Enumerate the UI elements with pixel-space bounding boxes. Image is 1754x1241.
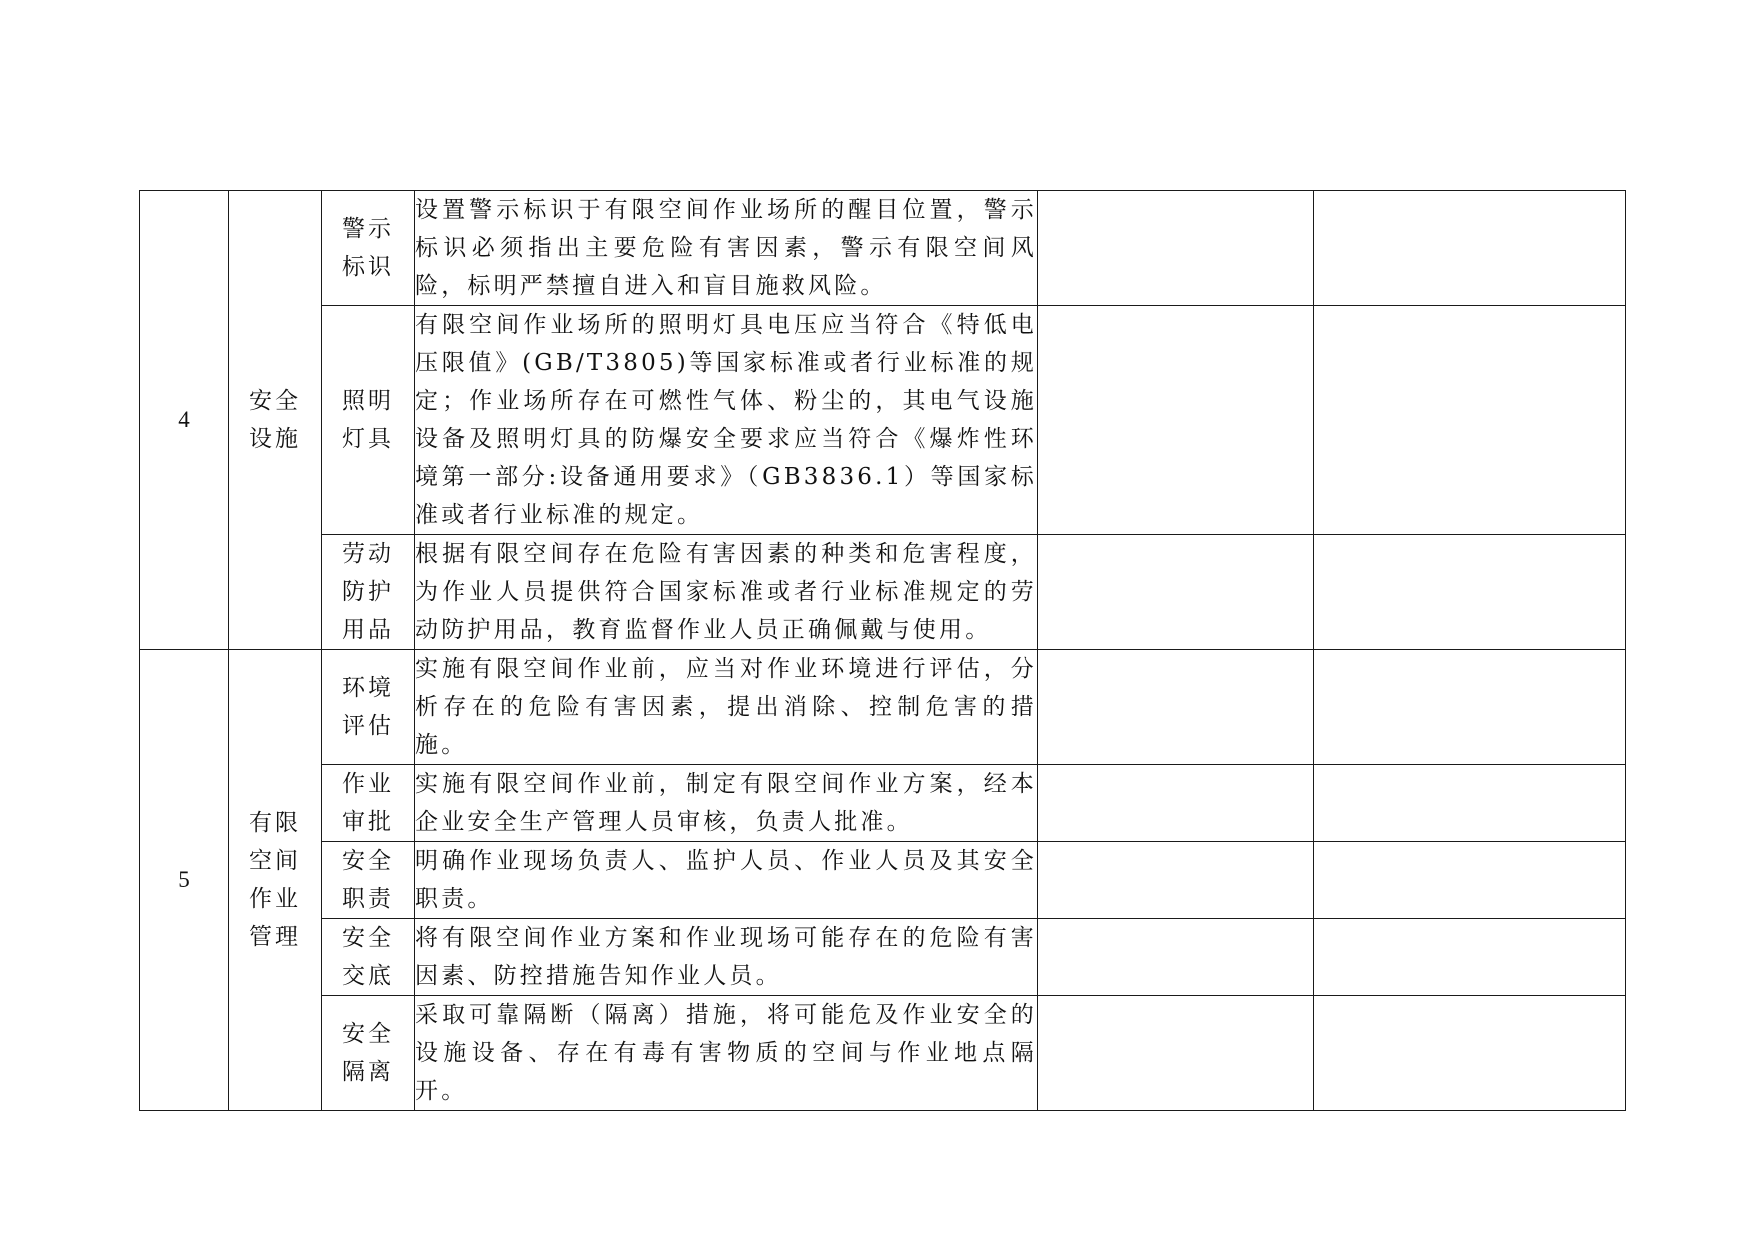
subcategory-cell	[322, 996, 415, 1111]
category-cell	[229, 191, 322, 650]
subcategory-cell	[322, 650, 415, 765]
table-row	[140, 919, 1626, 996]
subcategory-cell	[322, 765, 415, 842]
subcategory-label: 环境评估	[342, 675, 394, 739]
subcategory-cell	[322, 306, 415, 535]
requirement-content: 设置警示标识于有限空间作业场所的醒目位置，警示标识必须指出主要危险有害因素，警示有限空间风险，标明严禁擅自进入和盲目施救风险。	[415, 191, 1038, 306]
result-cell	[1038, 996, 1314, 1111]
table-row	[140, 996, 1626, 1111]
requirement-content: 有限空间作业场所的照明灯具电压应当符合《特低电压限值》(GB/T3805)等国家标准或者行业标准的规定；作业场所存在可燃性气体、粉尘的，其电气设施设备及照明灯具的防爆安全要求应当符合《爆炸性环境第一部分:设备通用要求》（GB3836.1）等国家标准或者行业标准的规定。	[415, 306, 1038, 535]
subcategory-label: 安全隔离	[342, 1021, 394, 1085]
subcategory-cell	[322, 535, 415, 650]
result-cell	[1038, 535, 1314, 650]
table-row	[140, 765, 1626, 842]
category-cell	[229, 650, 322, 1111]
category-label: 安全设施	[249, 388, 301, 452]
result-cell	[1038, 191, 1314, 306]
remark-cell	[1314, 842, 1626, 919]
requirement-content: 明确作业现场负责人、监护人员、作业人员及其安全职责。	[415, 842, 1038, 919]
category-label: 有限空间作业管理	[249, 810, 301, 950]
subcategory-label: 安全职责	[342, 848, 394, 912]
remark-cell	[1314, 535, 1626, 650]
result-cell	[1038, 306, 1314, 535]
subcategory-label: 照明灯具	[342, 388, 394, 452]
requirement-content: 根据有限空间存在危险有害因素的种类和危害程度，为作业人员提供符合国家标准或者行业标准规定的劳动防护用品，教育监督作业人员正确佩戴与使用。	[415, 535, 1038, 650]
subcategory-cell	[322, 191, 415, 306]
table-row	[140, 306, 1626, 535]
item-number: 5	[140, 650, 229, 1111]
table-row	[140, 842, 1626, 919]
table-row	[140, 535, 1626, 650]
item-number: 4	[140, 191, 229, 650]
result-cell	[1038, 842, 1314, 919]
subcategory-label: 作业审批	[342, 771, 394, 835]
result-cell	[1038, 650, 1314, 765]
subcategory-cell	[322, 842, 415, 919]
subcategory-label: 安全交底	[342, 925, 394, 989]
inspection-table	[139, 190, 1626, 1111]
requirement-content: 将有限空间作业方案和作业现场可能存在的危险有害因素、防控措施告知作业人员。	[415, 919, 1038, 996]
result-cell	[1038, 919, 1314, 996]
table-row	[140, 191, 1626, 306]
requirement-content: 实施有限空间作业前，应当对作业环境进行评估，分析存在的危险有害因素，提出消除、控制危害的措施。	[415, 650, 1038, 765]
requirement-content: 实施有限空间作业前，制定有限空间作业方案，经本企业安全生产管理人员审核，负责人批准。	[415, 765, 1038, 842]
remark-cell	[1314, 306, 1626, 535]
remark-cell	[1314, 996, 1626, 1111]
subcategory-label: 警示标识	[342, 216, 394, 280]
result-cell	[1038, 765, 1314, 842]
remark-cell	[1314, 191, 1626, 306]
remark-cell	[1314, 765, 1626, 842]
remark-cell	[1314, 650, 1626, 765]
subcategory-cell	[322, 919, 415, 996]
requirement-content: 采取可靠隔断（隔离）措施，将可能危及作业安全的设施设备、存在有毒有害物质的空间与作业地点隔开。	[415, 996, 1038, 1111]
table-row	[140, 650, 1626, 765]
remark-cell	[1314, 919, 1626, 996]
subcategory-label: 劳动防护用品	[342, 541, 394, 643]
